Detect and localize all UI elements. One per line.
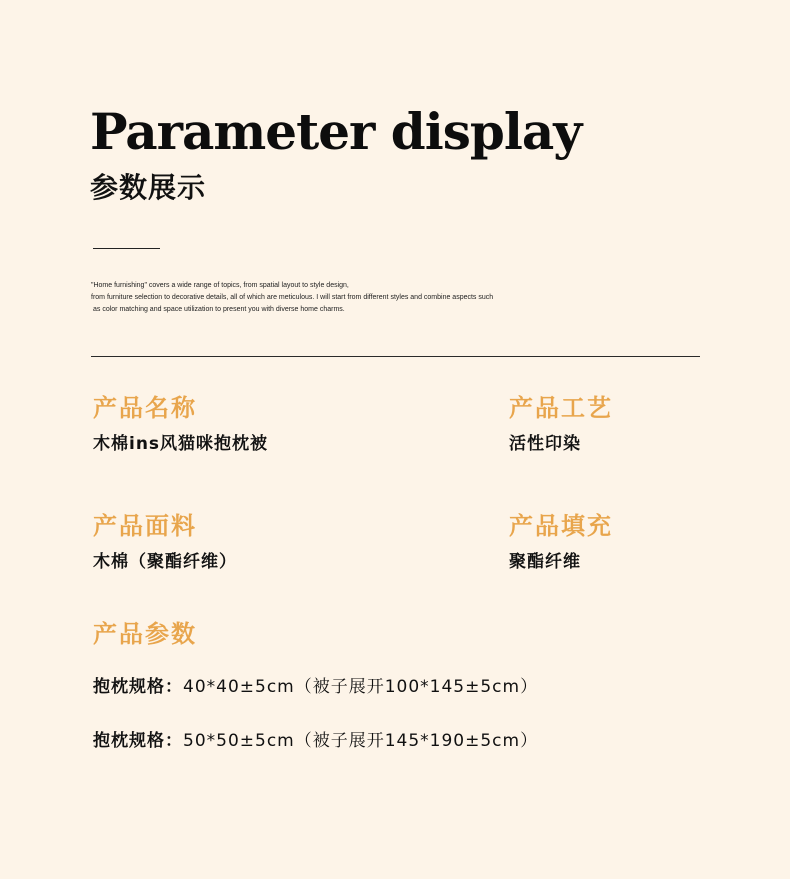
spec-label: 抱枕规格： [93,677,183,697]
spec-row [93,675,538,699]
field-product-filling [509,511,613,573]
field-value: 活性印染 [509,434,581,454]
intro-line: from furniture selection to decorative details, all of which are meticulous. I will start from different styles and combine aspects such [91,294,494,301]
field-value: 木棉ins风猫咪抱枕被 [93,434,269,454]
field-label: 产品名称 [93,394,197,422]
page-title-en: Parameter display [90,102,582,161]
field-label: 产品参数 [93,620,197,648]
field-product-params [93,619,197,649]
spec-row [93,729,538,753]
field-product-craft [509,393,613,455]
spec-label: 抱枕规格： [93,731,183,751]
field-product-name [93,393,268,455]
intro-line: as color matching and space utilization to present you with diverse home charms. [93,306,345,313]
field-product-fabric [93,511,237,573]
intro-line: "Home furnishing" covers a wide range of topics, from spatial layout to style design, [91,282,349,289]
page-title-cn: 参数展示 [90,171,207,204]
intro-paragraph [91,280,611,316]
title-underline-divider [93,248,160,249]
section-divider [91,356,700,357]
field-label: 产品面料 [93,512,197,540]
field-value: 木棉（聚酯纤维） [93,552,237,572]
spec-value: 40*40±5cm（被子展开100*145±5cm） [183,677,539,697]
field-label: 产品填充 [509,512,613,540]
field-label: 产品工艺 [509,394,613,422]
field-value: 聚酯纤维 [509,552,581,572]
spec-value: 50*50±5cm（被子展开145*190±5cm） [183,731,539,751]
